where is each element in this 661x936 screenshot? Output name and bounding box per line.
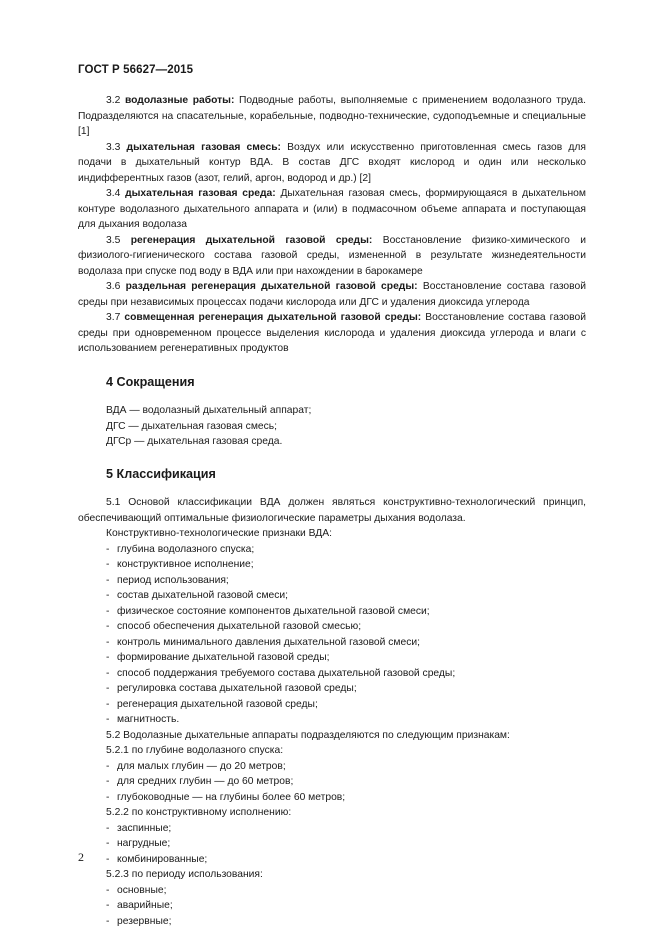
list-item-text: способ обеспечения дыхательной газовой смесью;	[117, 621, 362, 632]
list-item-text: состав дыхательной газовой смеси;	[117, 590, 289, 601]
dash-bullet: -	[106, 915, 110, 927]
dash-bullet: -	[106, 853, 110, 865]
features-list	[78, 542, 586, 728]
dash-bullet: -	[106, 605, 110, 617]
depth-list	[78, 759, 586, 806]
abbreviation-item: ВДА — водолазный дыхательный аппарат;	[106, 405, 312, 416]
definition-item	[78, 186, 586, 233]
definition-term: водолазные работы:	[124, 95, 235, 106]
dash-bullet: -	[106, 822, 110, 834]
list-item	[78, 681, 586, 697]
list-item-text: физическое состояние компонентов дыхательной газовой смеси;	[117, 605, 430, 617]
dash-bullet: -	[106, 683, 110, 694]
definition-number: 3.4	[106, 188, 121, 199]
list-item	[78, 774, 586, 790]
list-item-text: заспинные;	[117, 822, 172, 834]
dash-bullet: -	[106, 543, 110, 555]
definition-text: Восстановление состава газовой среды при независимых процессах подачи кислорода или ДГС и удаления диоксида углерода	[78, 281, 586, 308]
list-item-text: аварийные;	[117, 900, 173, 911]
list-item-text: контроль минимального давления дыхательной газовой смеси;	[117, 636, 420, 648]
list-item	[78, 836, 586, 852]
list-item	[78, 573, 586, 589]
dash-bullet: -	[106, 776, 110, 787]
list-item	[78, 666, 586, 682]
definitions-block	[78, 93, 586, 357]
list-item	[78, 557, 586, 573]
list-item	[78, 542, 586, 558]
dash-bullet: -	[106, 760, 110, 772]
definition-item	[78, 140, 586, 187]
list-item	[78, 759, 586, 775]
list-item-text: магнитность.	[117, 714, 180, 725]
abbreviations-list	[78, 403, 586, 450]
definition-number: 3.6	[106, 281, 121, 292]
definition-term: регенерация дыхательной газовой среды:	[130, 234, 373, 246]
definition-number: 3.3	[106, 141, 121, 153]
list-item-text: резервные;	[117, 915, 172, 927]
section-4-heading: 4 Сокращения	[106, 374, 195, 389]
definition-number: 3.7	[106, 312, 121, 323]
list-item-text: глубина водолазного спуска;	[117, 543, 255, 555]
definition-text: Подводные работы, выполняемые с применением водолазного труда. Подразделяются на спасательные, корабельные, подводно-технические, судоподъемные и специальные [1]	[78, 95, 586, 137]
list-item	[78, 697, 586, 713]
list-item-text: конструктивное исполнение;	[117, 559, 254, 570]
paragraph-5-2-3: 5.2.3 по периоду использования:	[106, 869, 263, 880]
document-body	[78, 93, 586, 929]
definition-text: Восстановление физико-химического и физиолого-гигиенического состава газовой среды, измененной в результате жизнедеятельности водолаза при спуске под воду в ВДА или при нахождении в барокамере	[78, 234, 586, 277]
definition-item	[78, 93, 586, 140]
definition-term: раздельная регенерация дыхательной газовой среды:	[125, 281, 418, 292]
list-item	[78, 619, 586, 635]
list-item	[78, 883, 586, 899]
dash-bullet: -	[106, 698, 110, 710]
list-item	[78, 790, 586, 806]
list-item-text: для малых глубин — до 20 метров;	[117, 760, 286, 772]
list-item	[78, 852, 586, 868]
paragraph-5-1: 5.1 Основой классификации ВДА должен являться конструктивно-технологический принцип, обеспечивающий оптимальные физиологические параметры дыхания водолаза.	[78, 497, 586, 524]
design-list	[78, 821, 586, 868]
list-item-text: для средних глубин — до 60 метров;	[117, 776, 294, 787]
list-item	[78, 604, 586, 620]
list-item-text: способ поддержания требуемого состава дыхательной газовой среды;	[117, 667, 456, 679]
list-item-text: комбинированные;	[117, 853, 208, 865]
definition-term: совмещенная регенерация дыхательной газовой среды:	[124, 312, 422, 323]
list-item-text: нагрудные;	[117, 838, 171, 849]
paragraph-5-2: 5.2 Водолазные дыхательные аппараты подразделяются по следующим признакам:	[106, 729, 510, 741]
dash-bullet: -	[106, 574, 110, 586]
dash-bullet: -	[106, 884, 110, 896]
definition-term: дыхательная газовая смесь:	[126, 141, 281, 153]
dash-bullet: -	[106, 652, 110, 663]
list-item	[78, 650, 586, 666]
dash-bullet: -	[106, 590, 110, 601]
list-item-text: формирование дыхательной газовой среды;	[117, 652, 330, 663]
list-item-text: период использования;	[117, 574, 229, 586]
definition-text: Дыхательная газовая смесь, формирующаяся в дыхательном контуре водолазного дыхательного аппарата и (или) в подмасочном объеме аппарата и поступающая для дыхания водолаза	[78, 188, 586, 230]
dash-bullet: -	[106, 791, 110, 803]
dash-bullet: -	[106, 559, 110, 570]
list-item	[78, 635, 586, 651]
dash-bullet: -	[106, 667, 110, 679]
definition-number: 3.5	[106, 234, 121, 246]
definition-text: Воздух или искусственно приготовленная смесь газов для подачи в дыхательный контур ВДА. В состав ДГС входят кислород и один или несколько индифферентных газов (азот, гелий, аргон, водород и др.) [2]	[78, 141, 586, 184]
features-intro: Конструктивно-технологические признаки ВДА:	[106, 528, 332, 539]
dash-bullet: -	[106, 621, 110, 632]
definition-item	[78, 310, 586, 357]
list-item-text: основные;	[117, 884, 167, 896]
abbreviation-item: ДГСр — дыхательная газовая среда.	[106, 436, 283, 447]
period-list	[78, 883, 586, 930]
list-item	[78, 821, 586, 837]
abbreviation-item: ДГС — дыхательная газовая смесь;	[106, 420, 278, 432]
list-item-text: регенерация дыхательной газовой среды;	[117, 698, 318, 710]
dash-bullet: -	[106, 900, 110, 911]
section-5-heading: 5 Классификация	[106, 466, 216, 481]
dash-bullet: -	[106, 838, 110, 849]
dash-bullet: -	[106, 714, 110, 725]
definition-item	[78, 279, 586, 310]
list-item	[78, 898, 586, 914]
list-item	[78, 588, 586, 604]
paragraph-5-2-1: 5.2.1 по глубине водолазного спуска:	[106, 745, 284, 756]
definition-item	[78, 233, 586, 280]
dash-bullet: -	[106, 636, 110, 648]
list-item	[78, 712, 586, 728]
list-item-text: глубоководные — на глубины более 60 метров;	[117, 791, 346, 803]
list-item	[78, 914, 586, 930]
definition-text: Восстановление состава газовой среды при одновременном процессе выделения кислорода и удаления диоксида углерода и влаги с использованием регенеративных продуктов	[78, 312, 586, 354]
page-number: 2	[78, 850, 84, 864]
definition-term: дыхательная газовая среда:	[125, 188, 276, 199]
document-header: ГОСТ Р 56627—2015	[78, 64, 194, 76]
definition-number: 3.2	[106, 95, 121, 106]
list-item-text: регулировка состава дыхательной газовой среды;	[117, 683, 357, 694]
paragraph-5-2-2: 5.2.2 по конструктивному исполнению:	[106, 807, 292, 818]
